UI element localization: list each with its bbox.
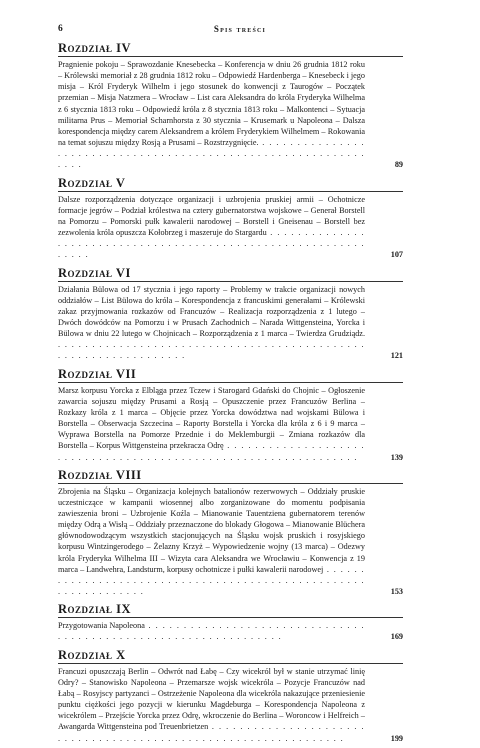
chapter-page-number[interactable]: 153: [388, 586, 403, 597]
chapter-summary: [58, 666, 403, 744]
toc-chapter: [58, 467, 403, 598]
chapter-summary-text: Przygotowania Napoleona . . .: [58, 621, 365, 641]
toc-chapter: [58, 265, 403, 362]
running-head: [0, 24, 480, 38]
chapter-summary: [58, 59, 403, 171]
chapter-title: Rozdział VII: [58, 366, 403, 383]
chapter-page-number[interactable]: 169: [388, 631, 403, 642]
running-title: Spis treści: [213, 24, 267, 34]
chapter-title: Rozdział X: [58, 647, 403, 664]
chapter-page-number[interactable]: 89: [392, 159, 403, 170]
chapter-title: Rozdział V: [58, 175, 403, 192]
chapter-summary-text: Pragnienie pokoju – Sprawozdanie Knesebecka – Konferencja w dniu 26 grudnia 1812 roku – Królewski memoriał z 28 grudnia 1812 roku – Odpowiedź Hardenberga – Knesebeck i jego misja – Król Fryderyk Wilhelm i jego stosunek do konwencji z Taurogów – Początek przemian – Misja Natzmera – Wrocław – List cara Aleksandra do króla Fryderyka Wilhelma z 6 stycznia 1813 roku – Odpowiedź króla z 8 stycznia 1813 roku – Malkontenci – Sytuacja militarna Prus – Memoriał Scharnhorsta z 30 stycznia – Krusemark u Napoleona – Dalsza korespondencja między carem Aleksandrem a królem Fryderykiem Wilhelmem – Rokowania na temat sojuszu między Rosją a Prusami – Rozstrzygnięcie. . . .: [58, 60, 365, 169]
chapter-page-number[interactable]: 107: [388, 249, 403, 260]
chapter-title: Rozdział VI: [58, 265, 403, 282]
chapter-summary-text: Zbrojenia na Śląsku – Organizacja kolejnych batalionów rezerwowych – Oddziały pruskie uczestniczące w kampanii wiosennej albo zorganizowane do momentu podpisania zawieszenia broni – Uzbrojenie Koźla – Mianowanie Tauentziena gubernatorem terenów między Odrą a Wisłą – Oddziały przeznaczone do blokady Głogowa – Mianowanie Blüchera głównodowodzącym wszystkich stacjonujących na Śląsku wojsk pruskich i rosyjskiego korpusu Wintzingerodego – Żelazny Krzyż – Wypowiedzenie wojny (13 marca) – Odezwy króla Fryderyka Wilhelma III – Wizyta cara Aleksandra we Wrocławiu – Konwencja z 19 marca – Landwehra, Landsturm, korpusy ochotnicze i pułki kawalerii narodowej . . .: [58, 487, 365, 596]
toc-chapter: [58, 366, 403, 463]
chapter-page-number[interactable]: 139: [388, 452, 403, 463]
chapter-page-number[interactable]: 199: [388, 733, 403, 744]
chapter-title: Rozdział VIII: [58, 467, 403, 484]
chapter-summary: [58, 194, 403, 261]
toc-chapter: [58, 175, 403, 261]
chapter-summary-text: Działania Bülowa od 17 stycznia i jego raporty – Problemy w trakcie organizacji nowych oddziałów – List Bülowa do króla – Korespondencja z francuskimi generałami – Królewski zakaz przyjmowania rozkazów od Francuzów – Realizacja rozporządzenia z 1 lutego – Dwóch dowódców na Pomorzu i w Prusach Zachodnich – Narada Wittgensteina, Yorcka i Bülowa w dniu 22 lutego w Chojnicach – Rozporządzenia z 1 marca – Twierdza Grudziądz. . . .: [58, 285, 365, 361]
chapter-title: Rozdział IV: [58, 40, 403, 57]
toc-chapter: [58, 601, 403, 642]
table-of-contents: [58, 40, 403, 748]
toc-chapter: [58, 40, 403, 171]
page-number: 6: [58, 24, 63, 34]
chapter-summary-text: Dalsze rozporządzenia dotyczące organizacji i uzbrojenia pruskiej armii – Ochotnicze formacje jegrów – Podział królestwa na cztery gubernatorstwa wojskowe – Generał Borstell na Pomorzu – Pomorski pułk kawalerii narodowej – Borstell i Gneisenau – Borstell bez zezwolenia króla opuszcza Kołobrzeg i maszeruje do Stargardu . . .: [58, 195, 365, 260]
chapter-title: Rozdział IX: [58, 601, 403, 618]
toc-chapter: [58, 647, 403, 744]
chapter-summary: [58, 486, 403, 598]
chapter-summary-text: Francuzi opuszczają Berlin – Odwrót nad Łabę – Czy wicekról był w stanie utrzymać linię Odry? – Stanowisko Napoleona – Przemarsze wojsk wicekróla – Pozycje Francuzów nad Łabą – Rosyjscy partyzanci – Ostrzeżenie Napoleona dla wicekróla nakazujące przeniesienie punktu ciężkości jego pozycji w kierunku Magdeburga – Korespondencja Napoleona z wicekrólem – Przejście Yorcka przez Odrę, wkroczenie do Berlina – Woroncow i Helfreich – Awangarda Wittgensteina pod Treuenbrietzen . . .: [58, 667, 365, 743]
chapter-summary: [58, 284, 403, 362]
chapter-summary: [58, 385, 403, 463]
chapter-summary: [58, 620, 403, 642]
chapter-page-number[interactable]: 121: [388, 350, 403, 361]
chapter-summary-text: Marsz korpusu Yorcka z Elbląga przez Tczew i Starogard Gdański do Chojnic – Ogłoszenie zawarcia sojuszu między Prusami a Rosją – Opuszczenie przez Francuzów Berlina – Rozkazy króla z 1 marca – Objęcie przez Yorcka dowództwa nad wojskami Bülowa i Borstella – Obserwacja Szczecina – Raporty Borstella i Yorcka dla króla z 6 i 9 marca – Wyprawa Borstella na Pomorze Przednie i do Meklemburgii – Zmiana rozkazów dla Borstella – Korpus Wittgensteina przekracza Odrę . . .: [58, 386, 365, 462]
